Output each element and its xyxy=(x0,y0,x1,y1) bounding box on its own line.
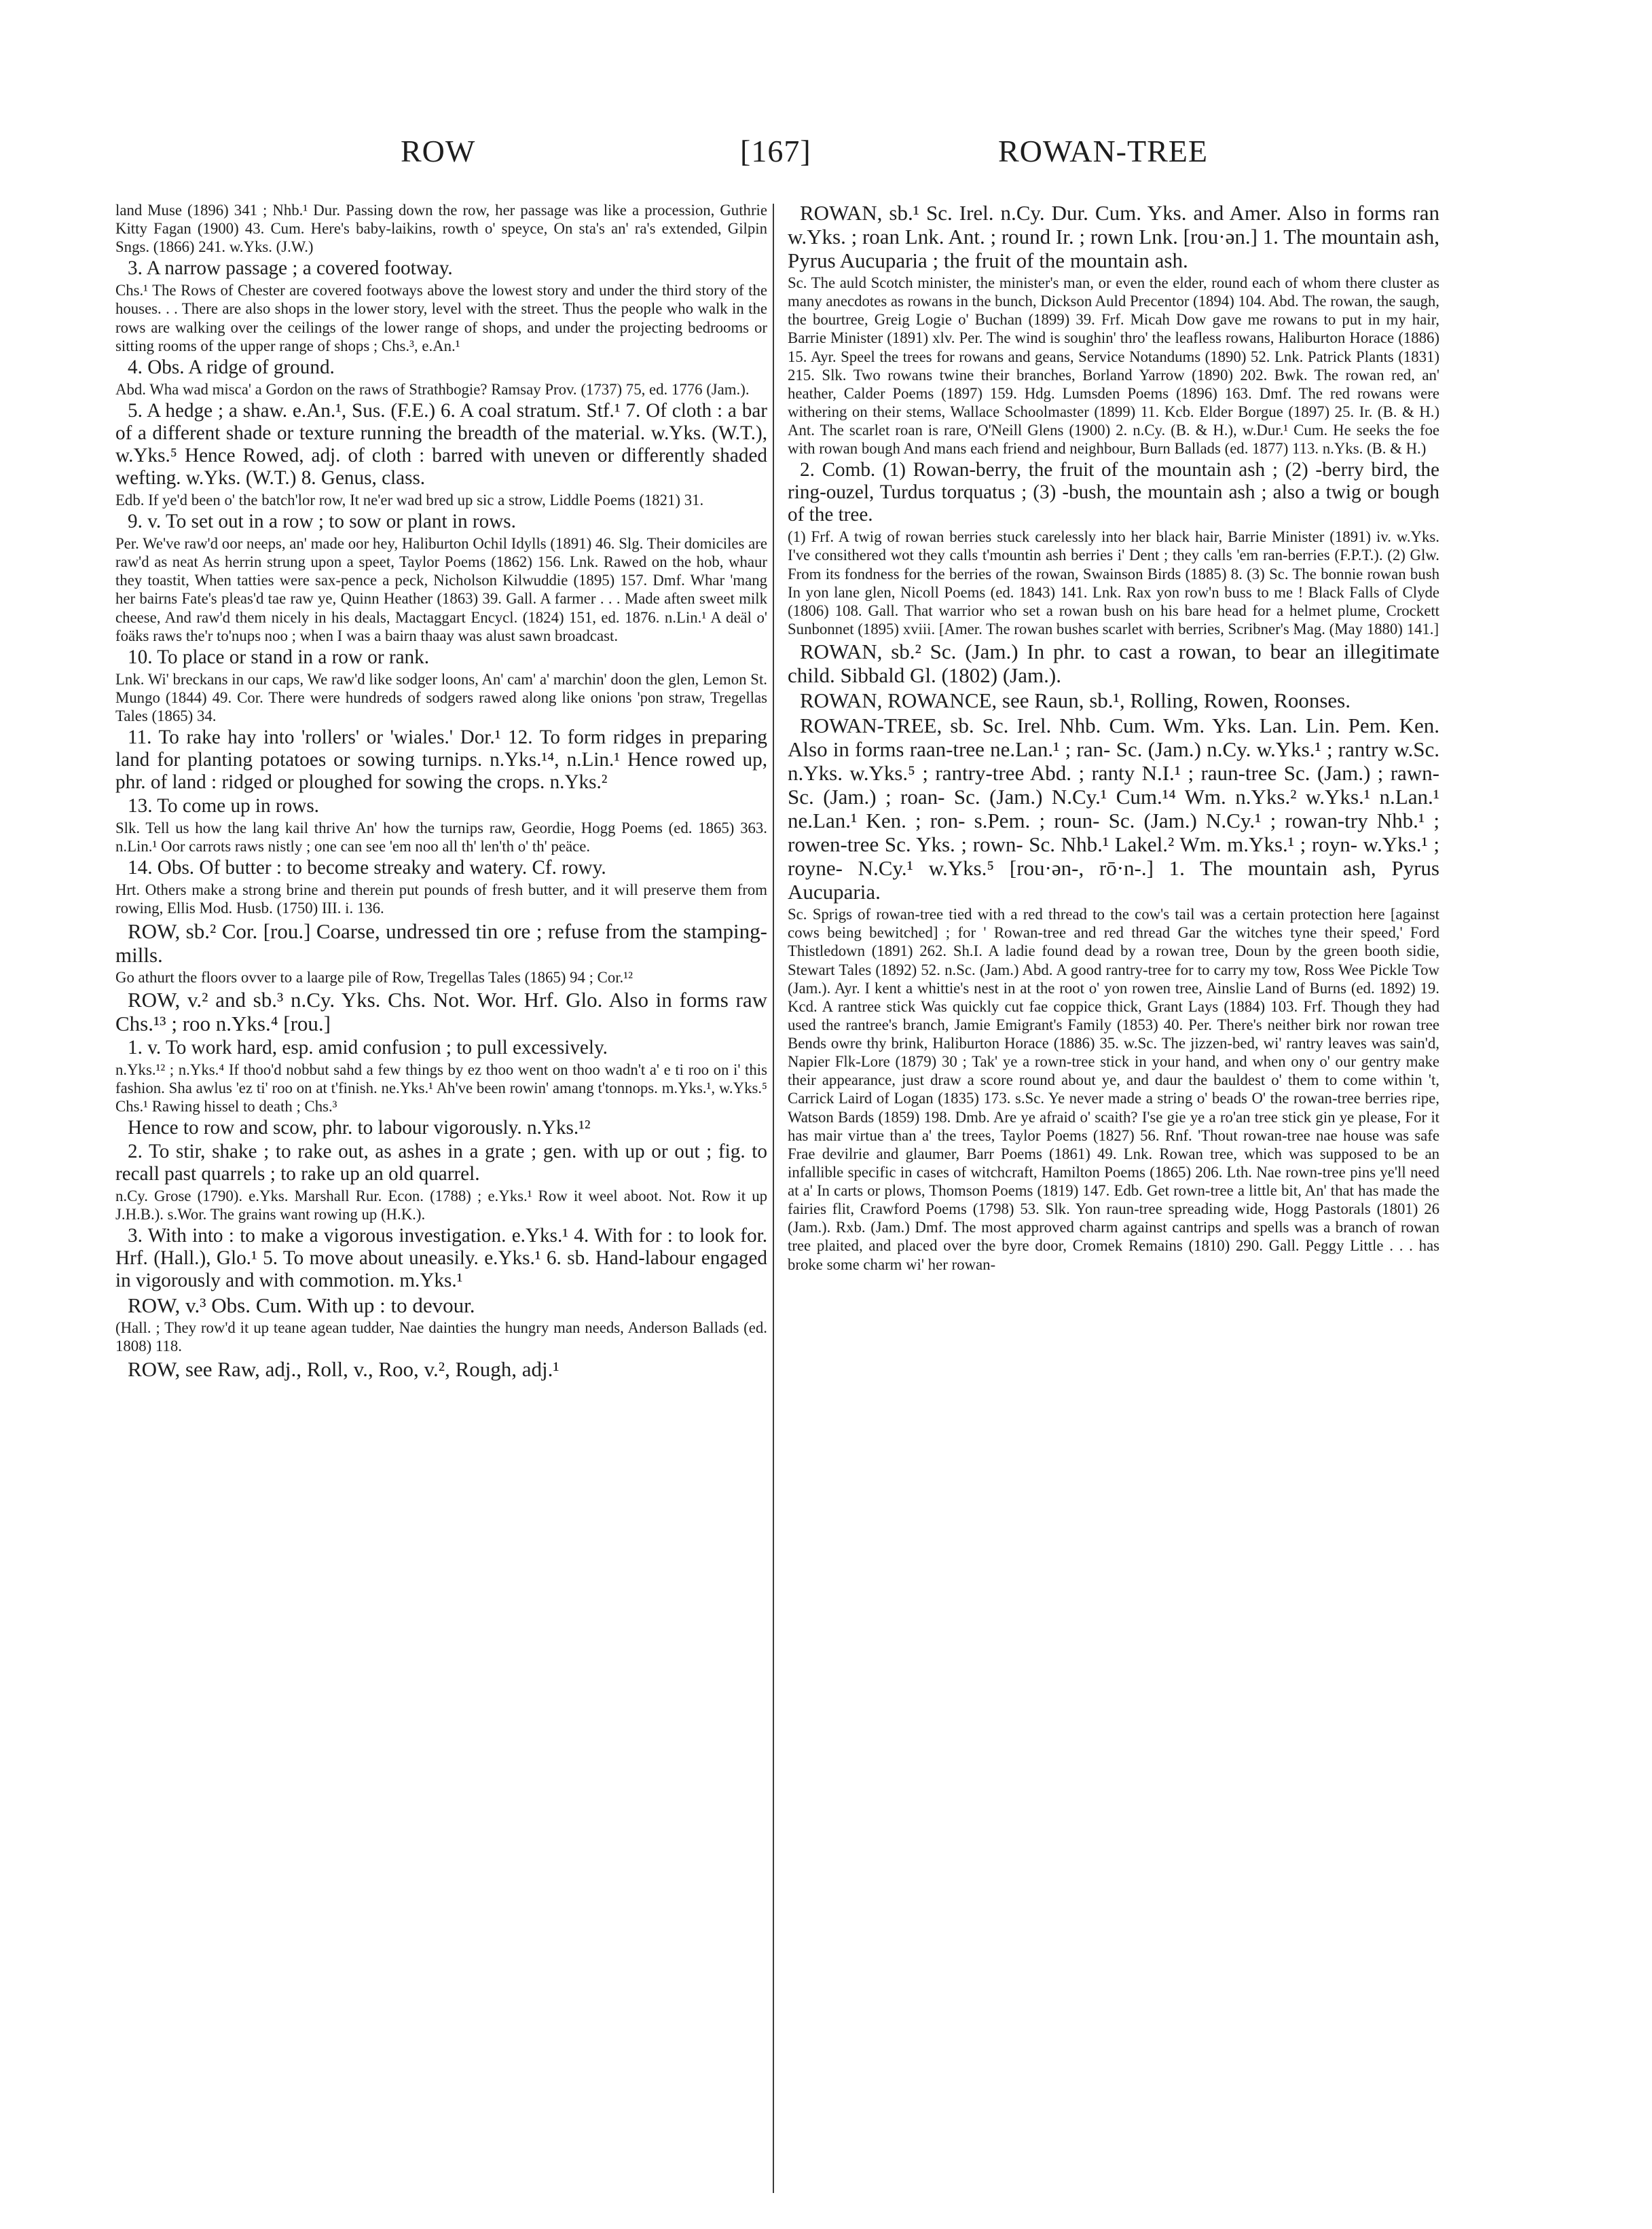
page-header xyxy=(115,133,1541,187)
definition-block: 13. To come up in rows. xyxy=(128,795,319,817)
running-head-left: ROW xyxy=(401,134,476,168)
definition-block: 3. With into : to make a vigorous investigation. e.Yks.¹ 4. With for : to look for. Hrf. (Hall.), Glo.¹ 5. To move about uneasily. e.Yks.¹ 6. sb. Hand-labour engaged in vigorously and with commotion. m.Yks.¹ xyxy=(115,1225,767,1292)
quotation-block: Per. We've raw'd oor neeps, an' made oor hey, Haliburton Ochil Idylls (1891) 46. Slg. Their domiciles are raw'd as neat As herrin strung upon a speet, Taylor Poems (1862) 156. Lnk. Rawed on the hob, whaur they toastit, When tatties were sax-pence a peck, Nicholson Kilwuddie (1895) 157. Dmf. Whar 'mang her bairns Fate's pleas'd tae raw ye, Quinn Heather (1863) 39. Gall. A farmer . . . Made aften sweet milk cheese, And raw'd them nicely in his deals, Mactaggart Encycl. (1824) 151, ed. 1876. n.Lin.¹ A deäl o' foäks raws the'r to'nups noo ; when I was a bairn thaay was alust sawn broadcast. xyxy=(115,535,767,644)
headword-entry: ROW, v.² and sb.³ n.Cy. Yks. Chs. Not. Wor. Hrf. Glo. Also in forms raw Chs.¹³ ; roo n.Yks.⁴ [rou.] xyxy=(115,987,767,1035)
definition-block: 10. To place or stand in a row or rank. xyxy=(128,646,430,668)
column-divider xyxy=(773,204,774,2193)
quotation-block: land Muse (1896) 341 ; Nhb.¹ Dur. Passing down the row, her passage was like a procession, Guthrie Kitty Fagan (1900) 43. Cum. Here's baby-laikins, rowth o' speyce, On sta's an' ra's extended, Gilpin Sngs. (1866) 241. w.Yks. (J.W.) xyxy=(115,202,767,256)
definition-block: 2. To stir, shake ; to rake out, as ashes in a grate ; gen. with up or out ; fig. to recall past quarrels ; to rake up an old quarrel. xyxy=(115,1141,767,1185)
headword-entry: ROWAN-TREE, sb. Sc. Irel. Nhb. Cum. Wm. Yks. Lan. Lin. Pem. Ken. Also in forms raan-tree ne.Lan.¹ ; ran- Sc. (Jam.) n.Cy. w.Yks.¹ ; rantry w.Sc. n.Yks. w.Yks.⁵ ; rantry-tree Abd. ; ranty N.I.¹ ; raun-tree Sc. (Jam.) ; rawn- Sc. (Jam.) ; roan- Sc. (Jam.) N.Cy.¹ Cum.¹⁴ Wm. n.Yks.² w.Yks.¹ n.Lan.¹ ne.Lan.¹ Ken. ; ron- s.Pem. ; roun- Sc. (Jam.) N.Cy.¹ ; rowan-try Nhb.¹ ; rowen-tree Sc. Yks. ; rown- Sc. Nhb.¹ Lakel.² Wm. m.Yks.¹ ; royn- w.Yks.¹ ; royne- N.Cy.¹ w.Yks.⁵ [rou·ən-, rō·n-.] 1. The mountain ash, Pyrus Aucuparia. xyxy=(788,714,1439,904)
headword-entry: ROWAN, sb.¹ Sc. Irel. n.Cy. Dur. Cum. Yks. and Amer. Also in forms ran w.Yks. ; roan Lnk. Ant. ; round Ir. ; rown Lnk. [rou·ən.] 1. The mountain ash, Pyrus Aucuparia ; the fruit of the mountain ash. xyxy=(788,201,1439,273)
quotation-block: Abd. Wha wad misca' a Gordon on the raws of Strathbogie? Ramsay Prov. (1737) 75, ed. 1776 (Jam.). xyxy=(115,380,750,398)
definition-block: 5. A hedge ; a shaw. e.An.¹, Sus. (F.E.) 6. A coal stratum. Stf.¹ 7. Of cloth : a bar of a different shade or texture running the breadth of the material. w.Yks. (W.T.), w.Yks.⁵ Hence Rowed, adj. of cloth : barred with uneven or differently shaded wefting. w.Yks. (W.T.) 8. Genus, class. xyxy=(115,399,767,489)
right-column xyxy=(788,201,1439,2197)
definition-block: 9. v. To set out in a row ; to sow or plant in rows. xyxy=(128,511,516,533)
quotation-block: Chs.¹ The Rows of Chester are covered footways above the lowest story and under the third story of the houses. . . There are also shops in the lower story, level with the street. Thus the people who walk in the rows are walking over the ceilings of the lower range of shops, and under the projecting bedrooms or sitting rooms of the upper range of shops ; Chs.³, e.An.¹ xyxy=(115,282,767,354)
quotation-block: Lnk. Wi' breckans in our caps, We raw'd like sodger loons, An' cam' a' marchin' doon the glen, Lemon St. Mungo (1844) 49. Cor. There were hundreds of sodgers rawed along like onions 'pon straw, Tregellas Tales (1865) 34. xyxy=(115,670,767,724)
left-column xyxy=(115,201,767,2197)
headword-entry: ROWAN, ROWANCE, see Raun, sb.¹, Rolling, Rowen, Roonses. xyxy=(800,688,1351,713)
quotation-block: n.Yks.¹² ; n.Yks.⁴ If thoo'd nobbut sahd a few things by ez thoo went on thoo wadn't a' e ti roo on i' this fashion. Sha awlus 'ez ti' roo on at t'finish. ne.Yks.¹ Ah've been rowin' amang t'tonnops. m.Yks.¹, w.Yks.⁵ Chs.¹ Rawing hissel to death ; Chs.³ xyxy=(115,1061,767,1115)
headword-entry: ROW, see Raw, adj., Roll, v., Roo, v.², Rough, adj.¹ xyxy=(128,1357,559,1381)
quotation-block: (1) Frf. A twig of rowan berries stuck carelessly into her black hair, Barrie Minister (1891) iv. w.Yks. I've consithered wot they calls t'mountin ash berries i' Dent ; they calls 'em ran-berries (F.P.T.). (2) Glw. From its fondness for the berries of the rowan, Swainson Birds (1885) 8. (3) Sc. The bonnie rowan bush In yon lane glen, Nicoll Poems (ed. 1843) 141. Lnk. Rax yon row'n buss to me ! Black Falls of Clyde (1806) 108. Gall. That warrior who set a rowan bush on his bare head for a helmet plume, Crockett Sunbonnet (1895) xviii. [Amer. The rowan bushes scarlet with berries, Scribner's Mag. (May 1880) 141.] xyxy=(788,528,1439,638)
quotation-block: Sc. The auld Scotch minister, the minister's man, or even the elder, round each of whom there cluster as many anecdotes as rowans in the bunch, Dickson Auld Precentor (1894) 104. Abd. The rowan, the saugh, the bourtree, Greig Logie o' Buchan (1899) 39. Frf. Micah Dow gave me rowans to put in my hair, Barrie Minister (1891) xlv. Per. The wind is soughin' thro' the leafless rowans, Haliburton Horace (1886) 15. Ayr. Speel the trees for rowans and geans, Service Notandums (1890) 52. Lnk. Patrick Plants (1831) 215. Slk. Two rowans twine their branches, Borland Yarrow (1890) 202. Bwk. The rowan red, an' heather, Calder Poems (1897) 159. Hdg. Lumsden Poems (1896) 163. Dmf. The red rowans were withering on their stems, Wallace Schoolmaster (1899) 11. Kcb. Elder Borgue (1897) 25. Ir. (B. & H.) Ant. The scarlet roan is rare, O'Neill Glens (1900) 2. n.Cy. (B. & H.), w.Dur.¹ Cum. He seeks the foe with rowan bough And mans each friend and neighbour, Burn Ballads (ed. 1877) 113. n.Yks. (B. & H.) xyxy=(788,274,1439,458)
definition-block: 4. Obs. A ridge of ground. xyxy=(128,356,335,378)
headword-entry: ROWAN, sb.² Sc. (Jam.) In phr. to cast a rowan, to bear an illegitimate child. Sibbald Gl. (1802) (Jam.). xyxy=(788,640,1439,688)
quotation-block: Go athurt the floors ovver to a laarge pile of Row, Tregellas Tales (1865) 94 ; Cor.¹² xyxy=(115,968,633,986)
quotation-block: (Hall. ; They row'd it up teane agean tudder, Nae dainties the hungry man needs, Anderson Ballads (ed. 1808) 118. xyxy=(115,1319,767,1355)
definition-block: 1. v. To work hard, esp. amid confusion ; to pull excessively. xyxy=(128,1036,608,1058)
definition-block: Hence to row and scow, phr. to labour vigorously. n.Yks.¹² xyxy=(128,1117,591,1139)
quotation-block: Slk. Tell us how the lang kail thrive An' how the turnips raw, Geordie, Hogg Poems (ed. 1865) 363. n.Lin.¹ Oor carrots raws nistly ; one can see 'em noo all th' len'th o' th' peäce. xyxy=(115,819,767,855)
definition-block: 14. Obs. Of butter : to become streaky and watery. Cf. rowy. xyxy=(128,857,606,879)
definition-block: 3. A narrow passage ; a covered footway. xyxy=(128,257,453,280)
definition-block: 2. Comb. (1) Rowan-berry, the fruit of the mountain ash ; (2) -berry bird, the ring-ouzel, Turdus torquatus ; (3) -bush, the mountain ash ; also a twig or bough of the tree. xyxy=(788,459,1439,526)
quotation-block: Edb. If ye'd been o' the batch'lor row, It ne'er wad bred up sic a strow, Liddle Poems (1821) 31. xyxy=(115,491,704,509)
quotation-block: Hrt. Others make a strong brine and therein put pounds of fresh butter, and it will preserve them from rowing, Ellis Mod. Husb. (1750) III. i. 136. xyxy=(115,881,767,917)
headword-entry: ROW, sb.² Cor. [rou.] Coarse, undressed tin ore ; refuse from the stamping-mills. xyxy=(115,919,767,967)
headword-entry: ROW, v.³ Obs. Cum. With up : to devour. xyxy=(128,1293,475,1318)
quotation-block: Sc. Sprigs of rowan-tree tied with a red thread to the cow's tail was a certain protection here [against cows being bewitched] ; for ' Rowan-tree and red thread Gar the witches tyne their speed,' Ford Thistledown (1891) 262. Sh.I. A ladie found dead by a rowan tree, Doun by the green booth sidie, Stewart Tales (1892) 52. n.Sc. (Jam.) Abd. A good rantry-tree for to carry my tow, Ross Wee Pickle Tow (Jam.). Ayr. I kent a whittie's nest in at the root o' yon rowen tree, Ainslie Land of Burns (ed. 1892) 19. Kcd. A rantree stick Was quickly cut fae coppice thick, Grant Lays (1884) 103. Frf. Though they had used the rantree's branch, Jamie Emigrant's Family (1853) 40. Per. There's neither birk nor rowan tree Bends owre thy brink, Haliburton Horace (1886) 35. w.Sc. The jizzen-bed, wi' rantry leaves was sain'd, Napier Flk-Lore (1879) 30 ; Tak' ye a rown-tree stick in your hand, and when ony o' our gentry make their appearance, just draw a score round about ye, and daur the bauldest o' them to come within 't, Carrick Laird of Logan (1835) 173. s.Sc. Ye never made a string o' beads O' the rowan-tree berries ripe, Watson Bards (1859) 198. Dmb. Are ye afraid o' scaith? I'se gie ye a ro'an tree stick gin ye please, For it has mair virtue than a' the trees, Taylor Poems (1827) 56. Rnf. 'Thout rowan-tree nae house was safe Frae devilrie and glaumer, Barr Poems (1861) 49. Lnk. Rowan tree, which was supposed to be an infallible specific in cases of witchcraft, Hamilton Poems (1865) 206. Lth. Nae rown-tree pins ye'll need at a' In carts or plows, Thomson Poems (1819) 147. Edb. Get rown-tree a little bit, An' that has made the fairies flit, Crawford Poems (1798) 53. Slk. Yon raun-tree spreading wide, Hogg Pastorals (1801) 26 (Jam.). Rxb. (Jam.) Dmf. The most approved charm against cantrips and spells was a branch of rowan tree plaited, and placed over the byre door, Cromek Remains (1810) 290. Gall. Peggy Little . . . has broke some charm wi' her rowan- xyxy=(788,906,1439,1273)
running-head-right: ROWAN-TREE xyxy=(998,134,1208,168)
definition-block: 11. To rake hay into 'rollers' or 'wiales.' Dor.¹ 12. To form ridges in preparing land for planting potatoes or sowing turnips. n.Yks.¹⁴, n.Lin.¹ Hence rowed up, phr. of land : ridged or ploughed for sowing the crops. n.Yks.² xyxy=(115,726,767,794)
quotation-block: n.Cy. Grose (1790). e.Yks. Marshall Rur. Econ. (1788) ; e.Yks.¹ Row it weel aboot. Not. Row it up J.H.B.). s.Wor. The grains want rowing up (H.K.). xyxy=(115,1187,767,1223)
page-number: [167] xyxy=(740,134,811,168)
